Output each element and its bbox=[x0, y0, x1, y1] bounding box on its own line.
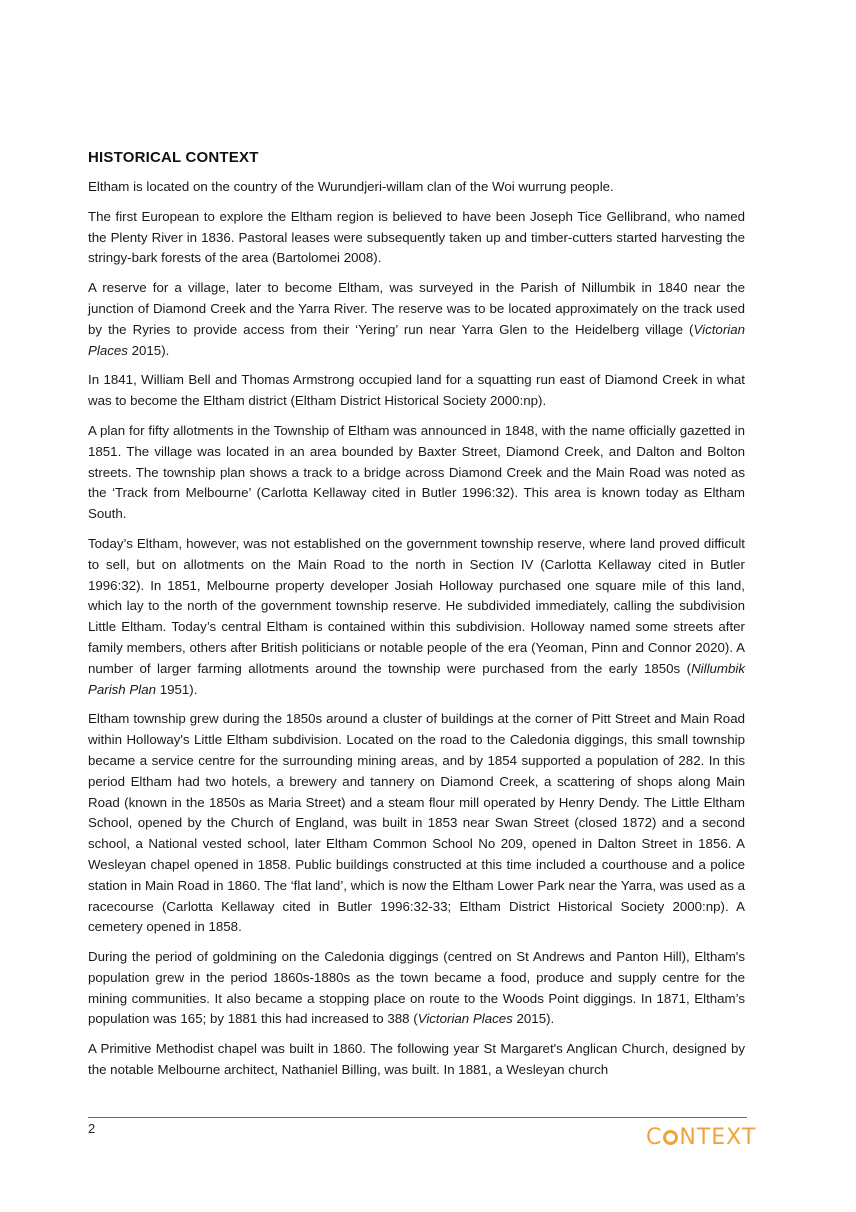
paragraph-text: Today’s Eltham, however, was not established on the government township reserve, where land proved difficult to sell, but on allotments on the Main Road to the north in Section IV (Carlotta Kellaway cited in Butler 1996:32). In 1851, Melbourne property developer Josiah Holloway purchased one square mile of this land, which lay to the north of the government township reserve. He subdivided immediately, calling the subdivision Little Eltham. Today’s central Eltham is contained within this subdivision. Holloway named some streets after family members, others after British politicians or notable people of the era (Yeoman, Pinn and Connor 2020). A number of larger farming allotments around the township were purchased from the early 1850s ( bbox=[88, 535, 745, 676]
paragraph-text: During the period of goldmining on the Caledonia diggings (centred on St Andrews and Panton Hill), Eltham's population grew in the period 1860s-1880s as the town became a food, produce and supply centre for the mining communities. It also became a stopping place on route to the Woods Point diggings. In 1871, Eltham’s population was 165; by 1881 this had increased to 388 ( bbox=[88, 949, 745, 1027]
paragraph bbox=[88, 278, 745, 361]
paragraph-text: A plan for fifty allotments in the Township of Eltham was announced in 1848, with the name officially gazetted in 1851. The village was located in an area bounded by Baxter Street, Diamond Creek, and Dalton and Bolton streets. The township plan shows a track to a bridge across Diamond Creek and the Main Road was noted as the ‘Track from Melbourne’ (Carlotta Kellaway cited in Butler 1996:32). This area is known today as Eltham South. bbox=[88, 422, 745, 522]
paragraph-text: A reserve for a village, later to become Eltham, was surveyed in the Parish of Nillumbik in 1840 near the junction of Diamond Creek and the Yarra River. The reserve was to be located approximately on the track used by the Ryries to provide access from their ‘Yering’ run near Yarra Glen to the Heidelberg village ( bbox=[88, 280, 745, 337]
context-logo bbox=[646, 1125, 756, 1150]
paragraph bbox=[88, 1039, 745, 1081]
logo-letters-ntext: NTEXT bbox=[679, 1125, 757, 1150]
paragraph-text: Eltham is located on the country of the Wurundjeri-willam clan of the Woi wurrung people. bbox=[88, 179, 614, 194]
paragraph bbox=[88, 947, 745, 1030]
paragraph-text: 1951). bbox=[156, 681, 198, 697]
section-heading: HISTORICAL CONTEXT bbox=[88, 149, 259, 166]
paragraph-text: A Primitive Methodist chapel was built in 1860. The following year St Margaret's Anglican Church, designed by the notable Melbourne architect, Nathaniel Billing, was built. In 1881, a Wesleyan church bbox=[88, 1041, 745, 1078]
logo-ring-icon bbox=[663, 1130, 678, 1145]
paragraph bbox=[88, 207, 745, 269]
paragraph-text: Eltham township grew during the 1850s around a cluster of buildings at the corner of Pitt Street and Main Road within Holloway's Little Eltham subdivision. Located on the road to the Caledonia diggings, this small township became a service centre for the surrounding mining areas, and by 1854 supported a population of 282. In this period Eltham had two hotels, a brewery and tannery on Diamond Creek, a scattering of shops along Main Road (known in the 1850s as Maria Street) and a steam flour mill operated by Henry Dendy. The Little Eltham School, opened by the Church of England, was built in 1853 near Swan Street (closed 1872) and a second school, a National vested school, later Eltham Common School No 209, opened in Dalton Street in 1856. A Wesleyan chapel opened in 1858. Public buildings constructed at this time included a courthouse and a police station in Main Road in 1860. The ‘flat land’, which is now the Eltham Lower Park near the Yarra, was used as a racecourse (Carlotta Kellaway cited in Butler 1996:32-33; Eltham District Historical Society 2000:np). A cemetery opened in 1858. bbox=[88, 711, 745, 935]
page-number: 2 bbox=[88, 1121, 96, 1136]
logo-letter-c: C bbox=[646, 1125, 663, 1150]
paragraph bbox=[88, 177, 745, 198]
italic-citation: Victorian Places bbox=[88, 321, 745, 358]
italic-citation: Nillumbik Parish Plan bbox=[88, 660, 745, 697]
paragraph bbox=[88, 421, 745, 525]
paragraphs bbox=[88, 177, 745, 1081]
paragraph-text: The first European to explore the Eltham region is believed to have been Joseph Tice Gellibrand, who named the Plenty River in 1836. Pastoral leases were subsequently taken up and timber-cutters started harvesting the stringy-bark forests of the area (Bartolomei 2008). bbox=[88, 208, 745, 266]
paragraph bbox=[88, 534, 745, 700]
paragraph bbox=[88, 709, 745, 938]
paragraph-text: 2015). bbox=[127, 342, 170, 358]
paragraph-text: In 1841, William Bell and Thomas Armstrong occupied land for a squatting run east of Diamond Creek in what was to become the Eltham district (Eltham District Historical Society 2000:np). bbox=[88, 372, 745, 409]
paragraph-text: 2015). bbox=[512, 1011, 555, 1027]
footer-divider bbox=[88, 1117, 747, 1118]
italic-citation: Victorian Places bbox=[417, 1011, 513, 1027]
paragraph bbox=[88, 370, 745, 412]
document-body bbox=[88, 149, 745, 1090]
